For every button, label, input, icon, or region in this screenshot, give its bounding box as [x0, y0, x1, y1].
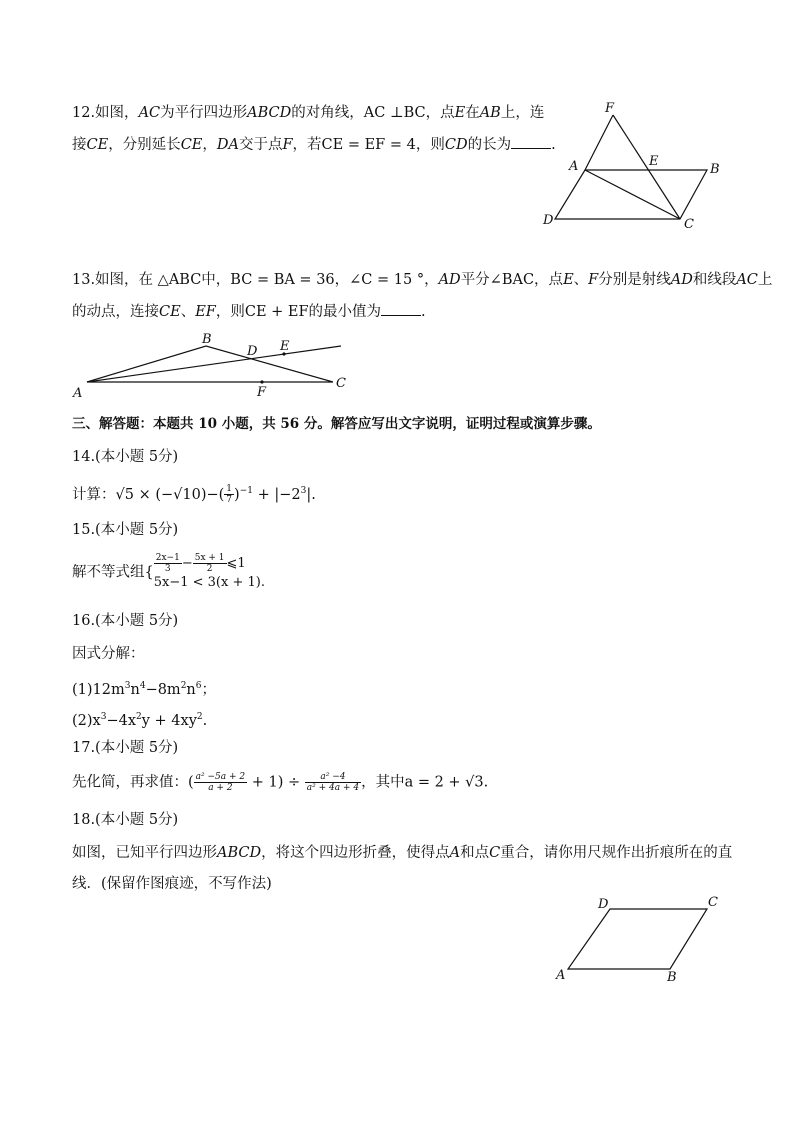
q12-var: AB [479, 105, 501, 121]
ray-ad [87, 346, 341, 382]
point-label-b: B [667, 970, 677, 985]
q16-part-1: $(1)12m^3n^4-8m^2n^6$； [72, 681, 216, 698]
section-text: 三、解答题：本题共 [72, 416, 199, 432]
q12-var: CE [180, 137, 203, 153]
q14-text: 计算： [72, 486, 116, 503]
q12-text: ，分别延长 [108, 137, 181, 153]
q12-text: 的对角线，AC ⊥BC，点 [291, 105, 455, 121]
q13-var: CE [159, 304, 181, 320]
fraction: $\frac{\text{a² −5a + 2}}{a + 2}$ [195, 772, 246, 793]
q12-var: AC [138, 105, 161, 121]
q14-heading: 14.(本小题 5分) [72, 449, 179, 465]
q12-line1 [72, 103, 544, 123]
line-fa [585, 115, 613, 170]
q12-var: DA [216, 137, 239, 153]
point-label-d: D [247, 344, 258, 359]
point-label-c: C [336, 376, 346, 391]
q14-expr: ) [234, 486, 240, 503]
q15-text: 解不等式组{ [72, 564, 154, 581]
inequality-row-1: $\frac{2x-1}{3}$ − $\frac{5x + 1}{2}$ ⩽1 [155, 553, 246, 574]
point-label-e: E [280, 339, 290, 354]
q13-text: ，则CE + EF的最小值为 [215, 304, 382, 320]
triangle-figure-q13 [65, 328, 365, 404]
q12-var: F [282, 137, 293, 153]
q12-var: E [454, 105, 466, 121]
parallelogram-figure-q18 [548, 890, 728, 990]
section-text: 分。解答应写出文字说明，证明过程或演算步骤。 [299, 416, 601, 432]
q13-text: 、 [573, 272, 589, 288]
q13-line1 [72, 270, 772, 290]
q16-heading: 16.(本小题 5分) [72, 613, 179, 629]
point-label-c: C [708, 895, 718, 910]
section-count: 10 [198, 416, 217, 432]
inequality-row-2: 5x−1 < 3(x + 1). [153, 575, 265, 590]
q12-text: ，若CE = EF = 4，则 [292, 137, 445, 153]
point-label-f: F [605, 101, 615, 116]
q13-text: 、 [180, 304, 196, 320]
q12-text: 的长为 [467, 137, 512, 153]
q13-var: E [563, 272, 574, 288]
line-fc [613, 115, 680, 219]
q13-var: F [588, 272, 599, 288]
q15-heading: 15.(本小题 5分) [72, 522, 179, 538]
point-label-f: F [257, 385, 267, 400]
q13-text: 和线段 [692, 272, 737, 288]
q12-var: CD [444, 137, 468, 153]
q12-var: CE [86, 137, 109, 153]
diagonal-ac [585, 170, 680, 219]
q12-text: 12.如图， [72, 105, 139, 121]
point-label-e: E [649, 154, 659, 169]
point-label-a: A [556, 968, 566, 983]
section-text: 小题，共 [217, 416, 281, 432]
q13-var: AD [438, 272, 461, 288]
q13-text: 平分∠BAC，点 [460, 272, 564, 288]
inequality-rows [154, 553, 265, 592]
q14-expr: |. [306, 486, 316, 503]
q14-expr: + |−2 [252, 486, 301, 503]
point-label-d: D [543, 213, 554, 228]
q13-text: 的动点，连接 [72, 304, 159, 320]
q12-text: 上，连 [500, 105, 545, 121]
exponent: 3 [300, 486, 307, 496]
exponent: −1 [239, 486, 253, 496]
q14-expr: √5 × (−√10)−( [115, 486, 225, 503]
parallelogram-abcd [568, 909, 707, 969]
q15-inequality-system [72, 553, 265, 592]
answer-blank[interactable] [381, 301, 421, 316]
point-f-dot [260, 380, 263, 383]
q12-text: . [551, 137, 556, 153]
point-label-d: D [598, 897, 609, 912]
point-label-b: B [710, 162, 720, 177]
q12-text: ， [202, 137, 217, 153]
fraction: $\frac{\text{a² −4}}{\text{a² + 4a + 4}}$ [306, 772, 360, 793]
q13-text: 13.如图，在 △ABC中，BC = BA = 36，∠C = 15 °， [72, 272, 439, 288]
q13-text: . [421, 304, 426, 320]
point-label-a: A [569, 159, 579, 174]
q18-line2: 线．(保留作图痕迹，不写作法) [72, 876, 272, 892]
q17-heading: 17.(本小题 5分) [72, 740, 179, 756]
point-label-c: C [684, 217, 694, 232]
section-score: 56 [280, 416, 300, 432]
q12-text: 为平行四边形 [160, 105, 248, 121]
q12-var: ABCD [247, 105, 292, 121]
q18-line1: 如图，已知平行四边形ABCD，将这个四边形折叠，使得点A和点C重合，请你用尺规作出折痕所在的直 [72, 845, 733, 861]
q13-text: 上 [757, 272, 773, 288]
q12-text: 在 [465, 105, 480, 121]
q17-expression: 先化简，再求值：( $\frac{\text{a² −5a + 2}}{a + 2}$ + 1) ÷ $\frac{\text{a² −4}}{\text{a² + 4a + 4}}$ ，其中a = 2 + √3. [72, 772, 489, 793]
q18-heading: 18.(本小题 5分) [72, 812, 179, 828]
q12-text: 接 [72, 137, 87, 153]
parallelogram-figure-q12 [535, 95, 735, 235]
q16-part-2: $(2)x^3-4x^2y + 4xy^2$. [72, 712, 208, 729]
q13-var: EF [195, 304, 216, 320]
q13-text: 分别是射线 [598, 272, 671, 288]
q13-var: AC [736, 272, 758, 288]
section-3-heading [72, 414, 601, 434]
q12-line2 [72, 134, 556, 155]
point-label-a: A [73, 386, 83, 401]
q13-var: AD [670, 272, 693, 288]
q14-expression [72, 481, 316, 505]
point-label-b: B [202, 332, 212, 347]
fraction: $\frac{1}{7}$ [226, 484, 233, 506]
q13-line2 [72, 301, 426, 322]
parallelogram-abcd [555, 170, 707, 219]
q12-text: 交于点 [238, 137, 283, 153]
q16-instruction: 因式分解： [72, 646, 145, 662]
